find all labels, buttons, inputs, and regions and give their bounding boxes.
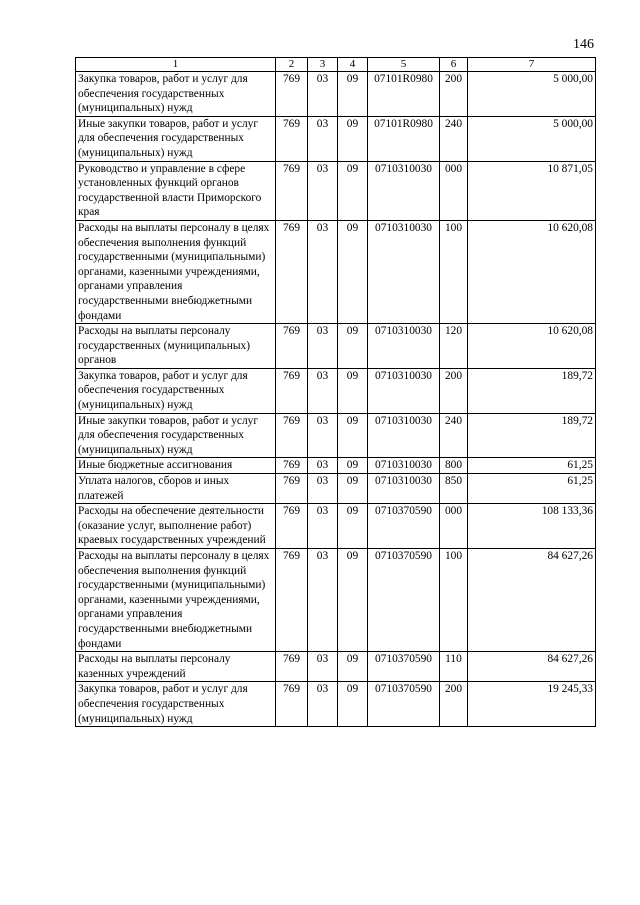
code-cell: 0710310030 [368,474,440,504]
table-row [76,682,596,727]
table-row [76,368,596,413]
table-row [76,652,596,682]
item-name-cell: Расходы на обеспечение деятельности (оказание услуг, выполнение работ) краевых государственных учреждений [76,504,276,549]
code-cell: 09 [338,161,368,220]
code-cell: 09 [338,368,368,413]
item-name-cell: Закупка товаров, работ и услуг для обеспечения государственных (муниципальных) нужд [76,682,276,727]
code-cell: 000 [440,504,468,549]
item-name-cell: Руководство и управление в сфере установленных функций органов государственной власти Приморского края [76,161,276,220]
table-row [76,549,596,652]
code-cell: 0710370590 [368,549,440,652]
column-header: 7 [468,58,596,72]
amount-cell: 10 620,08 [468,220,596,323]
item-name-cell: Уплата налогов, сборов и иных платежей [76,474,276,504]
column-header: 4 [338,58,368,72]
code-cell: 769 [276,116,308,161]
table-row [76,504,596,549]
column-header: 1 [76,58,276,72]
code-cell: 769 [276,324,308,369]
item-name-cell: Иные закупки товаров, работ и услуг для обеспечения государственных (муниципальных) нужд [76,413,276,458]
code-cell: 03 [308,458,338,474]
code-cell: 769 [276,220,308,323]
code-cell: 120 [440,324,468,369]
table-row [76,72,596,117]
amount-cell: 10 620,08 [468,324,596,369]
code-cell: 100 [440,220,468,323]
code-cell: 0710310030 [368,413,440,458]
table-row [76,458,596,474]
code-cell: 03 [308,504,338,549]
amount-cell: 189,72 [468,413,596,458]
table-row [76,161,596,220]
code-cell: 09 [338,504,368,549]
amount-cell: 5 000,00 [468,116,596,161]
code-cell: 769 [276,682,308,727]
code-cell: 0710310030 [368,458,440,474]
code-cell: 769 [276,72,308,117]
code-cell: 03 [308,116,338,161]
table-row [76,116,596,161]
code-cell: 09 [338,413,368,458]
code-cell: 09 [338,474,368,504]
code-cell: 800 [440,458,468,474]
code-cell: 07101R0980 [368,72,440,117]
column-header: 6 [440,58,468,72]
item-name-cell: Закупка товаров, работ и услуг для обеспечения государственных (муниципальных) нужд [76,72,276,117]
code-cell: 03 [308,368,338,413]
table-row [76,474,596,504]
amount-cell: 108 133,36 [468,504,596,549]
code-cell: 200 [440,682,468,727]
code-cell: 09 [338,682,368,727]
code-cell: 0710370590 [368,504,440,549]
amount-cell: 10 871,05 [468,161,596,220]
code-cell: 03 [308,324,338,369]
code-cell: 09 [338,652,368,682]
table-row [76,220,596,323]
code-cell: 09 [338,324,368,369]
code-cell: 09 [338,72,368,117]
column-header: 2 [276,58,308,72]
item-name-cell: Расходы на выплаты персоналу в целях обеспечения выполнения функций государственными (муниципальными) органами, казенными учреждениями, органами управления государственными внебюджетными фондами [76,220,276,323]
code-cell: 03 [308,72,338,117]
code-cell: 09 [338,458,368,474]
code-cell: 769 [276,504,308,549]
item-name-cell: Иные бюджетные ассигнования [76,458,276,474]
code-cell: 03 [308,220,338,323]
item-name-cell: Расходы на выплаты персоналу в целях обеспечения выполнения функций государственными (муниципальными) органами, казенными учреждениями, органами управления государственными внебюджетными фондами [76,549,276,652]
code-cell: 769 [276,458,308,474]
code-cell: 03 [308,549,338,652]
code-cell: 03 [308,652,338,682]
column-header: 3 [308,58,338,72]
code-cell: 03 [308,474,338,504]
code-cell: 850 [440,474,468,504]
code-cell: 09 [338,220,368,323]
code-cell: 0710310030 [368,368,440,413]
code-cell: 200 [440,72,468,117]
amount-cell: 84 627,26 [468,549,596,652]
code-cell: 03 [308,161,338,220]
item-name-cell: Расходы на выплаты персоналу государственных (муниципальных) органов [76,324,276,369]
code-cell: 769 [276,413,308,458]
code-cell: 0710370590 [368,682,440,727]
amount-cell: 5 000,00 [468,72,596,117]
code-cell: 240 [440,413,468,458]
code-cell: 200 [440,368,468,413]
budget-table [75,57,596,727]
amount-cell: 61,25 [468,474,596,504]
item-name-cell: Закупка товаров, работ и услуг для обеспечения государственных (муниципальных) нужд [76,368,276,413]
code-cell: 03 [308,413,338,458]
table-row [76,324,596,369]
code-cell: 110 [440,652,468,682]
code-cell: 769 [276,161,308,220]
code-cell: 07101R0980 [368,116,440,161]
code-cell: 769 [276,652,308,682]
amount-cell: 189,72 [468,368,596,413]
code-cell: 000 [440,161,468,220]
amount-cell: 61,25 [468,458,596,474]
table-row [76,413,596,458]
amount-cell: 84 627,26 [468,652,596,682]
page-number: 146 [573,37,594,52]
code-cell: 240 [440,116,468,161]
code-cell: 100 [440,549,468,652]
code-cell: 769 [276,368,308,413]
item-name-cell: Расходы на выплаты персоналу казенных учреждений [76,652,276,682]
code-cell: 769 [276,549,308,652]
amount-cell: 19 245,33 [468,682,596,727]
code-cell: 769 [276,474,308,504]
table-header-row [76,58,596,72]
code-cell: 0710370590 [368,652,440,682]
code-cell: 0710310030 [368,220,440,323]
code-cell: 0710310030 [368,161,440,220]
code-cell: 0710310030 [368,324,440,369]
item-name-cell: Иные закупки товаров, работ и услуг для обеспечения государственных (муниципальных) нужд [76,116,276,161]
column-header: 5 [368,58,440,72]
code-cell: 09 [338,549,368,652]
code-cell: 03 [308,682,338,727]
code-cell: 09 [338,116,368,161]
